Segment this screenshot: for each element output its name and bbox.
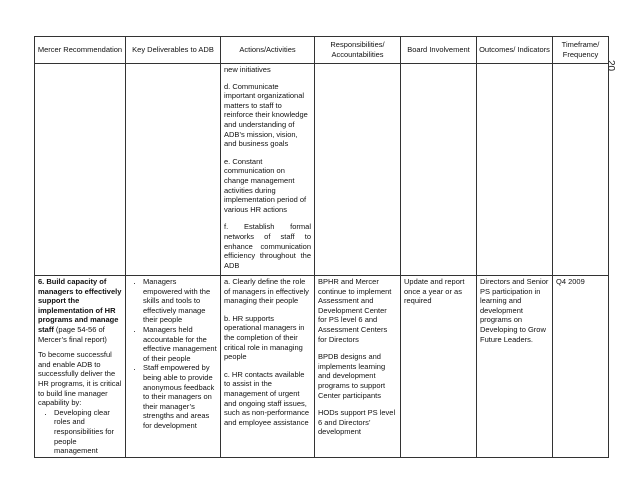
responsibilities-cell — [315, 276, 401, 458]
cell-empty — [553, 64, 609, 276]
header-recommendation: Mercer Recommendation — [35, 37, 126, 64]
actions-cell — [221, 276, 315, 458]
header-responsibilities: Responsibilities/ Accountabilities — [315, 37, 401, 64]
list-item: • Developing clear roles and responsibilities for people management — [54, 408, 122, 456]
header-board: Board Involvement — [401, 37, 477, 64]
board-cell: Update and report once a year or as required — [401, 276, 477, 458]
action-item: d. Communicate important organizational matters to staff to reinforce their knowledge and understanding of ADB’s mission, vision, and business goals — [224, 81, 308, 149]
timeframe-cell: Q4 2009 — [553, 276, 609, 458]
action-item: a. Clearly define the role of managers in effectively managing their people — [224, 277, 309, 306]
responsibility-item: HODs support PS level 6 and Directors’ development — [318, 408, 396, 437]
cell-empty — [126, 64, 221, 276]
cell-empty — [35, 64, 126, 276]
cell-empty — [315, 64, 401, 276]
action-item: c. HR contacts available to assist in the management of urgent and ongoing staff issues, such as non-performance and employee assistance — [224, 369, 310, 427]
list-item: • Managers empowered with the skills and tools to effectively manage their people — [143, 277, 217, 325]
header-outcomes: Outcomes/ Indicators — [477, 37, 553, 64]
cell-empty — [477, 64, 553, 276]
header-actions: Actions/Activities — [221, 37, 315, 64]
header-timeframe: Timeframe/ Frequency — [553, 37, 609, 64]
responsibility-item: BPHR and Mercer continue to implement Assessment and Development Center for PS level 6 and Assessment Centers for Directors — [318, 277, 392, 344]
recommendation-cell — [35, 276, 126, 458]
action-plan-table — [34, 36, 609, 458]
header-deliverables: Key Deliverables to ADB — [126, 37, 221, 64]
list-item: • Managers held accountable for the effective management of their people — [143, 325, 217, 363]
table-row — [35, 64, 609, 276]
outcomes-cell: Directors and Senior PS participation in learning and development programs on Developing to Grow Future Leaders. — [477, 276, 553, 458]
recommendation-title — [38, 277, 122, 344]
responsibility-item: BPDB designs and implements learning and development programs to support Center participants — [318, 352, 386, 400]
recommendation-para: To become successful and enable ADB to successfully deliver the HR programs, it is critical to build line manager capability by: — [38, 350, 122, 408]
action-item: e. Constant communication on change management activities during implementation period of various HR actions — [224, 156, 307, 214]
recommendation-bold: 6. Build capacity of managers to effectively support the implementation of HR programs and manage staff — [38, 277, 122, 334]
page-number: 20 — [605, 60, 616, 72]
action-item: f. Establish formal networks of staff to enhance communication efficiency throughout the ADB — [224, 222, 311, 270]
list-item: • Staff empowered by being able to provide anonymous feedback to their managers on their manager’s strengths and areas for development — [143, 363, 217, 430]
deliverables-list — [129, 277, 217, 431]
actions-cell — [221, 64, 315, 276]
action-item: b. HR supports operational managers in the completion of their critical role in managing people — [224, 313, 305, 362]
recommendation-ref: (page 54-56 of Mercer’s final report) — [38, 324, 107, 344]
cell-empty — [401, 64, 477, 276]
action-item: new initiatives — [224, 65, 271, 74]
table-row — [35, 276, 609, 458]
deliverables-cell — [126, 276, 221, 458]
recommendation-bullets — [38, 408, 122, 456]
header-row — [35, 37, 609, 64]
